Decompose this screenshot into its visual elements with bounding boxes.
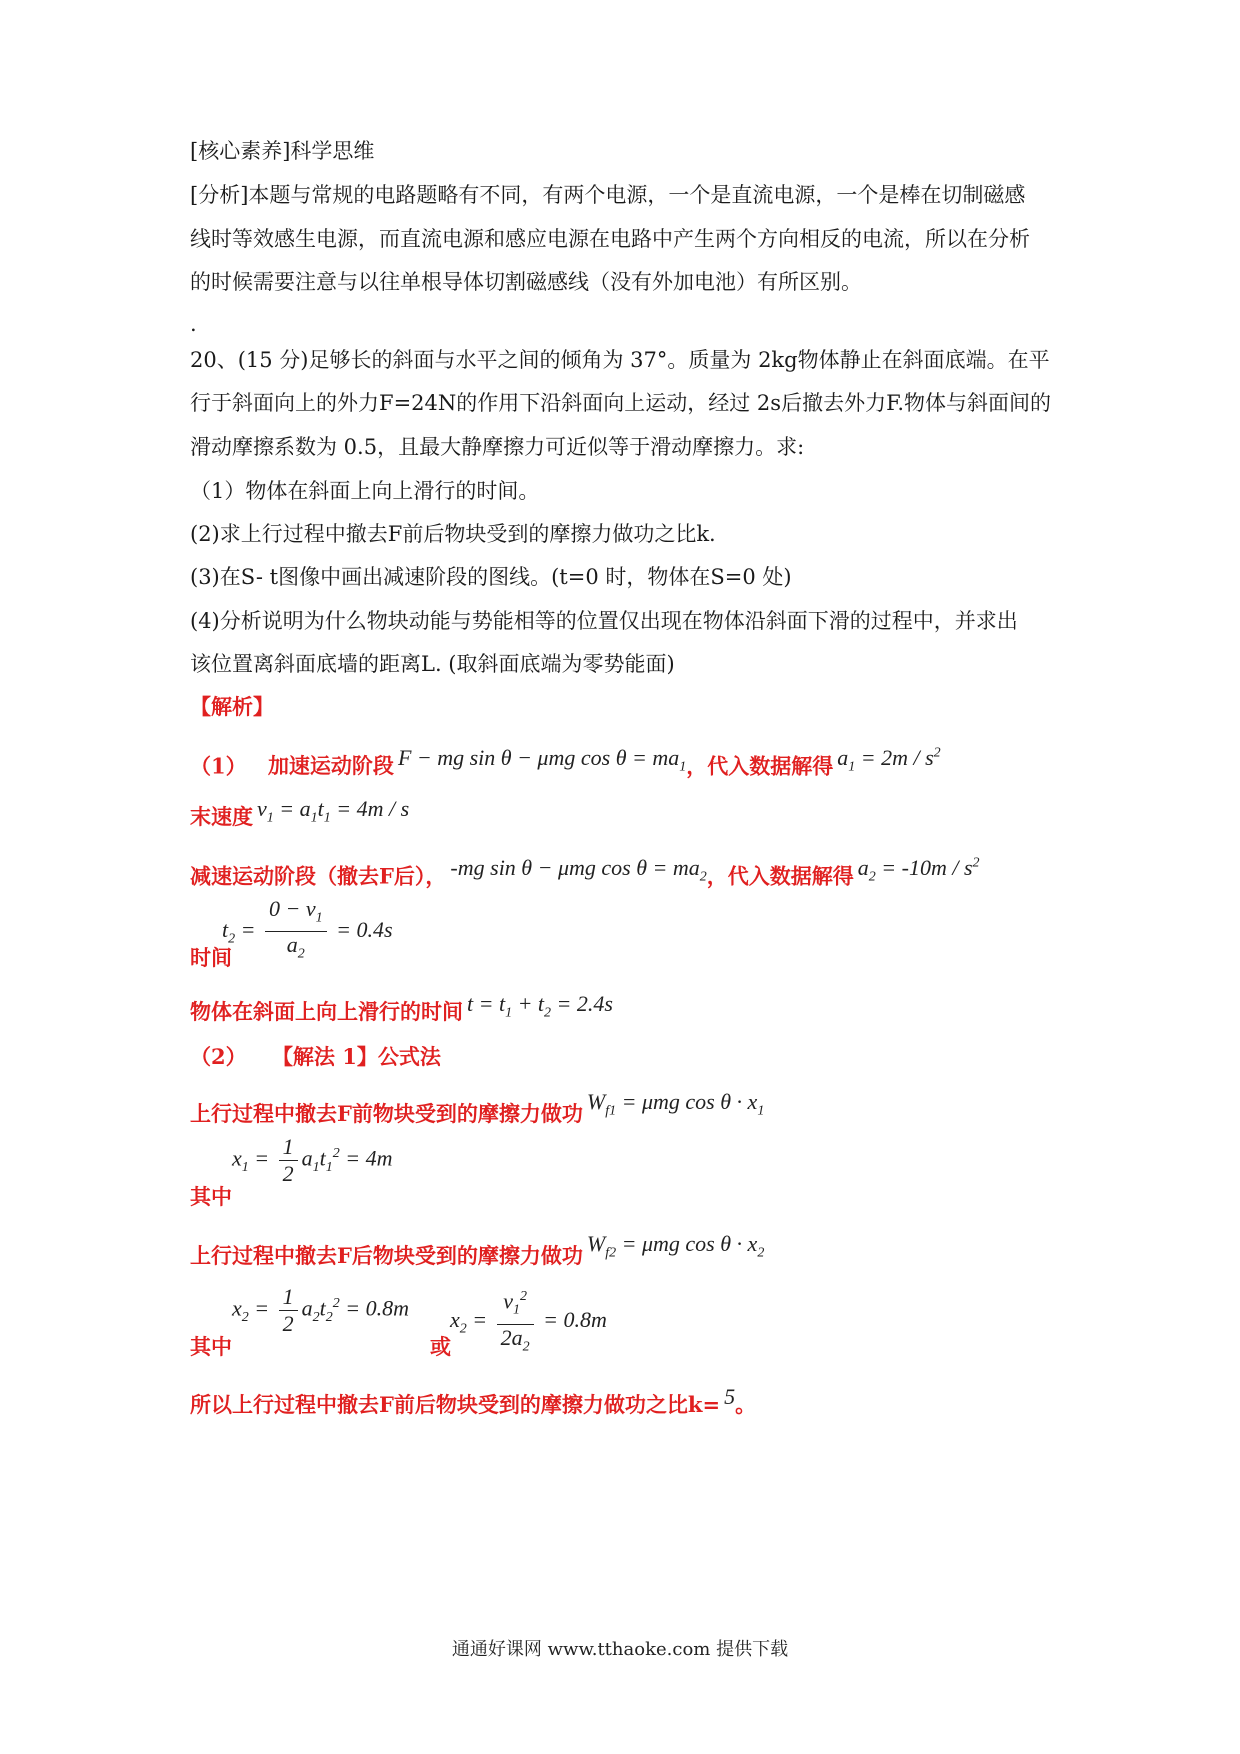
- step-1-text: 加速运动阶段: [267, 753, 394, 779]
- total-time-label: 物体在斜面上向上滑行的时间: [190, 999, 463, 1024]
- question-20-part-2: (2)求上行过程中撤去F前后物块受到的摩擦力做功之比k.: [190, 522, 716, 546]
- total-time-line: [190, 991, 613, 1035]
- where-label-2: 其中: [190, 1334, 232, 1359]
- decel-result: $a_2 = -10m / s^2$: [857, 855, 980, 885]
- analysis-line-2: 线时等效感生电源，而直流电源和感应电源在电路中产生两个方向相反的电流，所以在分析: [190, 227, 1030, 251]
- accel-equation: F − mg sin θ − μmg $\cos \theta = ma_1$: [397, 745, 687, 775]
- decel-label: 减速运动阶段（撤去F后），: [190, 863, 447, 889]
- x2-equation: $x_2$ = $\frac{1}{2}$ $a_2t_2^2 = 0.8m$: [232, 1284, 409, 1336]
- decel-line: [190, 855, 980, 900]
- step-2-label: （2）: [190, 1044, 247, 1069]
- question-20-part-4b: 该位置离斜面底墙的距离L. (取斜面底端为零势能面): [190, 652, 675, 676]
- conclusion-end: 。: [735, 1392, 757, 1417]
- conclusion-value: 5: [724, 1384, 736, 1409]
- step-1-mid: ，代入数据解得: [686, 753, 834, 779]
- x2-alt-equation: $x_2$ = $\frac{v_1^2}{2a_2}$ = 0.8m: [450, 1284, 607, 1360]
- accel-result: $a_1 = 2m / s^2$: [837, 745, 941, 775]
- wf1-label: 上行过程中撤去F前物块受到的摩擦力做功: [190, 1101, 583, 1126]
- footer-source: 通通好课网 www.tthaoke.com 提供下载: [451, 1639, 789, 1660]
- step-1-label: （1）: [190, 753, 247, 779]
- step-2-line: [190, 1043, 441, 1071]
- total-time-equation: $t = t_1 + t_2 = 2.4s$: [467, 991, 613, 1021]
- t2-equation: $t_2$ = $\frac{0 - v_1}{a_2}$ = 0.4s: [222, 896, 393, 962]
- core-literacy: [核心素养]科学思维: [190, 139, 375, 163]
- conclusion-line: [190, 1384, 757, 1419]
- final-velocity-line: [190, 796, 410, 840]
- wf2-line: [190, 1231, 765, 1279]
- wf1-line: [190, 1089, 765, 1137]
- step-1-accel: [190, 745, 941, 790]
- analysis-line-1: [分析]本题与常规的电路题略有不同，有两个电源，一个是直流电源，一个是棒在切制磁感: [190, 183, 1026, 207]
- wf2-label: 上行过程中撤去F后物块受到的摩擦力做功: [190, 1243, 583, 1268]
- question-20-line-1: 20、(15 分)足够长的斜面与水平之间的倾角为 37°。质量为 2kg物体静止在斜面底端。在平: [190, 348, 1050, 372]
- wf1-equation: $W_{f1} = \mu mg$ $\cos \theta \cdot x_1$: [586, 1089, 765, 1119]
- question-20-part-4a: (4)分析说明为什么物块动能与势能相等的位置仅出现在物体沿斜面下滑的过程中，并求出: [190, 609, 1018, 633]
- wf2-equation: $W_{f2} = \mu mg$ $\cos \theta \cdot x_2$: [586, 1231, 765, 1261]
- decel-mid: ，代入数据解得: [706, 863, 854, 889]
- final-velocity-equation: $v_1 = a_1t_1 = 4m / s$: [257, 796, 410, 826]
- x1-equation: $x_1$ = $\frac{1}{2}$ $a_1t_1^2 = 4m$: [232, 1134, 393, 1186]
- final-velocity-label: 末速度: [190, 804, 253, 829]
- time-label: 时间: [190, 945, 232, 970]
- question-20-part-3: (3)在S- t图像中画出减速阶段的图线。(t=0 时，物体在S=0 处): [190, 565, 792, 589]
- step-2-method: 【解法 1】公式法: [271, 1044, 441, 1069]
- analysis-line-3: 的时候需要注意与以往单根导体切割磁感线（没有外加电池）有所区别。: [190, 270, 862, 294]
- where-label-1: 其中: [190, 1184, 232, 1209]
- decel-equation: -mg sin θ − μmg $\cos \theta = ma_2$: [450, 855, 707, 885]
- question-20-line-3: 滑动摩擦系数为 0.5，且最大静摩擦力可近似等于滑动摩擦力。求:: [190, 435, 805, 459]
- or-label: 或: [430, 1334, 451, 1359]
- solution-heading: 【解析】: [190, 694, 274, 719]
- question-20-part-1: （1）物体在斜面上向上滑行的时间。: [190, 479, 540, 503]
- question-20-line-2: 行于斜面向上的外力F=24N的作用下沿斜面向上运动，经过 2s后撤去外力F.物体与斜面间的: [190, 391, 1052, 415]
- dot-mark: .: [190, 312, 197, 336]
- conclusion-label: 所以上行过程中撤去F前后物块受到的摩擦力做功之比k=: [190, 1392, 721, 1417]
